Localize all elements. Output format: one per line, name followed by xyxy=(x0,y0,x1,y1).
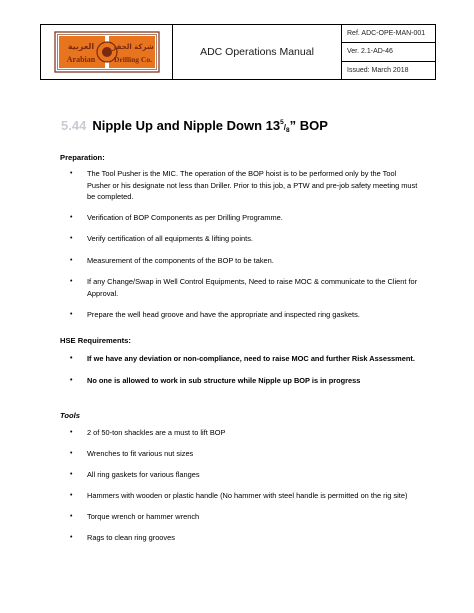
bullet: • xyxy=(70,170,73,177)
list-item-text: All ring gaskets for various flanges xyxy=(87,470,200,479)
list-item-text: 2 of 50-ton shackles are a must to lift BOP xyxy=(87,428,226,437)
list-item xyxy=(60,353,420,365)
list-item-text: Hammers with wooden or plastic handle (No hammer with steel handle is permitted on the rig site) xyxy=(87,491,408,500)
arabian-drilling-logo xyxy=(54,31,160,73)
bullet: • xyxy=(70,450,73,457)
list-item xyxy=(60,212,420,224)
company-logo xyxy=(41,25,173,79)
tools-title: Tools xyxy=(60,411,80,420)
logo-english-left: Arabian xyxy=(66,55,95,64)
logo-english-right: Drilling Co. xyxy=(113,55,152,64)
list-item-text: No one is allowed to work in sub structure while Nipple up BOP is in progress xyxy=(87,375,361,385)
document-reference-block xyxy=(342,25,435,79)
issue-date: Issued: March 2018 xyxy=(347,66,409,74)
reference-number: Ref. ADC-OPE-MAN-001 xyxy=(342,25,435,43)
list-item xyxy=(60,490,420,502)
heading-text-end: ” BOP xyxy=(289,118,328,133)
list-item xyxy=(60,511,420,523)
bullet: • xyxy=(70,235,73,242)
section-number: 5.44 xyxy=(61,118,87,133)
heading-text: Nipple Up and Nipple Down 13 xyxy=(92,118,281,133)
list-item xyxy=(60,375,420,387)
list-item xyxy=(60,532,420,544)
preparation-list xyxy=(60,168,420,321)
hse-requirements-title: HSE Requirements: xyxy=(60,336,131,345)
bullet: • xyxy=(70,311,73,318)
list-item-text: Prepare the well head groove and have the appropriate and inspected ring gaskets. xyxy=(87,310,360,319)
bullet: • xyxy=(70,492,73,499)
list-item-text: Rags to clean ring grooves xyxy=(87,533,175,542)
bullet: • xyxy=(70,355,73,362)
list-item-text: Wrenches to fit various nut sizes xyxy=(87,449,194,458)
list-item-text: Measurement of the components of the BOP to be taken. xyxy=(87,255,274,265)
bullet: • xyxy=(70,376,73,384)
list-item xyxy=(60,255,420,267)
list-item xyxy=(60,448,420,460)
list-item xyxy=(60,427,420,439)
heading-fraction-separator: / xyxy=(283,123,286,132)
list-item-text: If any Change/Swap in Well Control Equipments, Need to raise MOC & communicate to the Client for Approval. xyxy=(87,277,418,298)
list-item-text: Torque wrench or hammer wrench xyxy=(87,512,200,521)
bullet: • xyxy=(70,534,73,541)
heading-fraction-numerator: 5 xyxy=(280,119,284,126)
list-item xyxy=(60,469,420,481)
version-number: Ver. 2.1-AD-46 xyxy=(342,43,435,61)
document-header xyxy=(40,24,436,80)
section-heading xyxy=(61,118,328,134)
list-item-text: Verify certification of all equipments & lifting points. xyxy=(87,234,253,243)
bullet: • xyxy=(70,213,73,221)
heading-fraction-denominator: 8 xyxy=(285,127,290,134)
bullet: • xyxy=(70,256,73,264)
logo-arabic-left: العربية xyxy=(67,42,94,51)
logo-arabic-right: شركة الحفر xyxy=(111,43,154,51)
bullet: • xyxy=(70,471,73,478)
bullet: • xyxy=(70,278,73,285)
list-item xyxy=(60,233,420,245)
manual-title: ADC Operations Manual xyxy=(173,25,342,79)
list-item-text: Verification of BOP Components as per Drilling Programme. xyxy=(87,212,283,222)
list-item-text: The Tool Pusher is the MIC. The operation of the BOP hoist is to be performed only by the Tool Pusher or his designate not less than Driller. Prior to this job, a PTW and pre-job safety meeting must be completed. xyxy=(87,169,418,201)
bullet: • xyxy=(70,429,73,436)
hse-requirements-list xyxy=(60,353,420,386)
list-item-text: If we have any deviation or non-compliance, need to raise MOC and further Risk Assessment. xyxy=(87,354,415,363)
preparation-title: Preparation: xyxy=(60,153,105,162)
list-item xyxy=(60,309,420,321)
list-item xyxy=(60,276,420,299)
list-item xyxy=(60,168,420,203)
tools-list xyxy=(60,427,420,544)
bullet: • xyxy=(70,513,73,520)
